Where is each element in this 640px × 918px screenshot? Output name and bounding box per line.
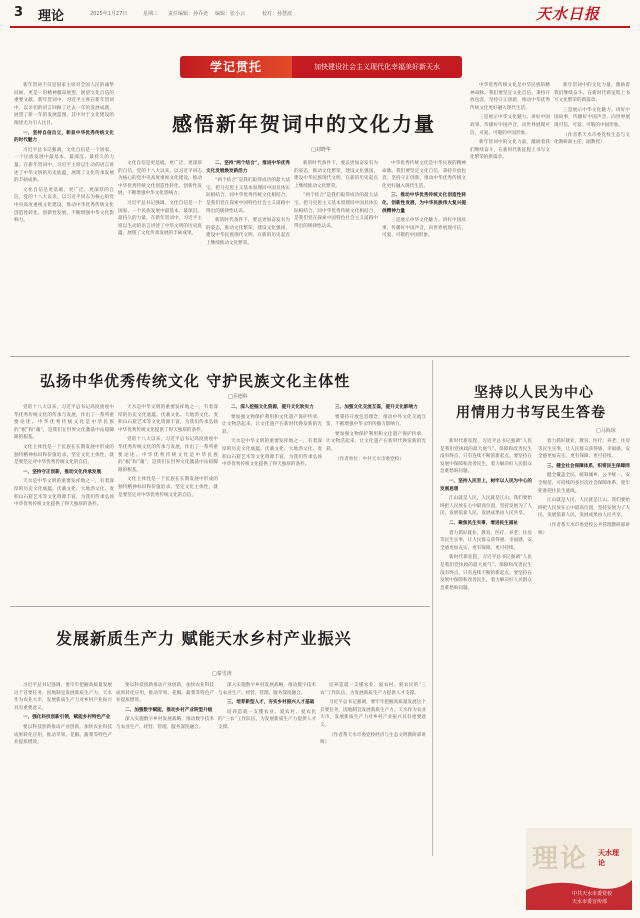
article1-paragraph: 中华优秀传统文化是中华民族的精神命脉。我们要坚定文化自信，秉持开放包容，坚持守正创新，推动中华优秀传统文化更好融入现代生活。	[382, 161, 466, 189]
section-name: 理论	[38, 9, 65, 24]
top-rule	[10, 26, 630, 28]
proof-reader: 校对：孙慧波	[262, 11, 293, 17]
article4-subhead-2: 二、加强数字赋能，推动乡村产业转型升级	[125, 707, 213, 713]
article1-paragraph: 三是展示中华文化魅力。讲好中国故事，传播好中国声音，向世界展现可信、可爱、可敬的中国形象。	[470, 115, 550, 136]
editors-note-label: 天水理论	[598, 848, 619, 867]
article4-headline: 发展新质生产力 赋能天水乡村产业振兴	[56, 629, 352, 648]
section-divider	[10, 356, 630, 357]
article1-paragraph: 习近平总书记强调，文化自信是一个国家、一个民族发展中最基本、最深沉、最持久的力量。在新年贺词中，习近平主席以生动的语言讲述了中华文明的历史底蕴，展现了文化传承发展的丰硕成果。	[118, 200, 202, 237]
editors-note-line2: 天水市委宣传部	[572, 899, 608, 905]
article4-paragraph: 要以科技创新推动产业创新，加快农业科技成果转化应用，推动苹果、花椒、蔬菜等特色产业提质增效。	[116, 683, 214, 704]
article1-column-4	[294, 160, 378, 352]
article2-column-3	[222, 404, 322, 600]
article1-paragraph: 文化自信是更基础、更广泛、更深厚的自信。党的十八大以来，以习近平同志为核心的党中央高度重视文化建设，推动中华优秀传统文化创造性转化、创新性发展，不断增强中华文化影响力。	[118, 161, 202, 197]
article2-paragraph: 天水是中华文明的重要发祥地之一，有着深厚的历史文化底蕴。伏羲文化、大地湾文化、麦积山石窟艺术等文化资源丰富，为我们传承弘扬中华优秀传统文化提供了得天独厚的条件。	[14, 479, 114, 508]
article1-subhead-2: 二、坚持“两个结合”，推进中华优秀文化发展焕发新活力	[206, 161, 290, 174]
article3-paragraph: 江山就是人民，人民就是江山。我们要始终把人民放在心中最高位置，坚持发展为了人民、发展依靠人民、发展成果由人民共享。	[538, 498, 630, 519]
article1-paragraph: 新年贺词中的文化力量，激励着我们继续奋斗，在新时代新征程上书写文化繁荣的新篇章。	[470, 140, 550, 161]
article2-paragraph: 党的十八大以来，习近平总书记高度重视中华优秀传统文化的传承与发展，作出了一系列重要论述。中华优秀传统文化是中华民族的“根”和“魂”，是我们在世界文化激荡中站稳脚跟的根基。	[14, 405, 114, 441]
article3-paragraph: 健全覆盖全民、统筹城乡、公平统一、安全规范、可持续的多层次社会保障体系，兜牢兜准兜住民生底线。	[538, 473, 630, 494]
article1-lead: 新年贺词不仅是国家主席对全国人民的诚挚问候，更是一份精神激昂展望，展望文化自信的重要文献。新年贺词中，习近平主席在新年贺词中，以亲切的语言回顾了过去一年的发展成就，展望了新一年的发展蓝图，其中对于文化建设的阐述尤为引人注目。	[14, 83, 114, 126]
banner-title: 学记贯托	[180, 56, 292, 78]
article4-paragraph: 要以科技创新推动产业创新，加快农业科技成果转化应用，推动苹果、花椒、蔬菜等特色产业提质增效。	[14, 724, 112, 746]
article1-paragraph: “两个结合”是我们取得成功的最大法宝。把马克思主义基本原理同中国具体实际相结合、同中华优秀传统文化相结合，是我们党在探索中国特色社会主义道路中得出的规律性认识。	[206, 178, 290, 214]
page-number: 3	[14, 5, 24, 20]
article1-column-6	[470, 82, 550, 352]
newspaper-logo: 天水日报	[536, 5, 601, 23]
article1-paragraph: 三是展示中华文化魅力。讲好中国故事，传播好中国声音，向世界展现可信、可爱、可敬的中国形象。	[554, 107, 630, 128]
article1-column-7	[554, 82, 630, 352]
weekday: 星期三	[143, 11, 159, 17]
article4-column-1	[14, 682, 112, 910]
article4-column-2	[116, 682, 214, 910]
article2-subhead-1: 一、坚持守正创新，推动文化传承发展	[23, 469, 102, 475]
article3-subhead-1: 一、坚持人民至上，树牢以人民为中心的发展思想	[440, 478, 532, 492]
article1-paragraph: 习近平总书记强调，文化自信是一个国家、一个民族发展中最基本、最深沉、最持久的力量。在新年贺词中，习近平主席以生动的语言讲述了中华文明的历史底蕴，展现了文化传承发展的丰硕成果。	[14, 147, 114, 184]
article3-paragraph: 着力抓好就业、教育、医疗、养老、住房等民生实事，让人民群众获得感、幸福感、安全感更加充实、更有保障、更可持续。	[538, 439, 630, 460]
editor: 责任编辑：孙乔尧	[168, 11, 209, 17]
article4-paragraph: 习近平总书记强调，要牢牢把握高质量发展这个首要任务，因地制宜发展新质生产力。天水作为农业大市，发展新质生产力对乡村产业振兴具有重要意义。	[320, 700, 426, 728]
article1-subhead-1: 一、坚持自信自立，彰显中华优秀传统文化的时代魅力	[14, 130, 114, 144]
article2-column-4	[326, 404, 426, 600]
article1-paragraph: 文化自信是更基础、更广泛、更深厚的自信。党的十八大以来，以习近平同志为核心的党中央高度重视文化建设，推动中华优秀传统文化创造性转化、创新性发展，不断增强中华文化影响力。	[14, 187, 114, 224]
article3-headline-line2: 用情用力书写民生答卷	[456, 405, 606, 421]
article3-subhead-3: 三、健全社会保障体系，织密民生保障网	[547, 463, 630, 469]
article2-paragraph: 文化主体性是一个民族在长期发展中形成的独特精神标识和价值追求。坚定文化主体性，就是要坚定对中华优秀传统文化的自信。	[14, 444, 114, 466]
article2-column-2	[118, 404, 218, 600]
article2-paragraph: 要加强文物保护利用和文化遗产保护传承，让文物活起来，让文化遗产在新时代焕发新的光彩。	[326, 431, 426, 452]
editors-note-box	[526, 828, 632, 910]
article3-paragraph: 江山就是人民，人民就是江山。我们要始终把人民放在心中最高位置，坚持发展为了人民、发展依靠人民、发展成果由人民共享。	[440, 496, 532, 517]
article3-column-2	[538, 438, 630, 808]
article2-paragraph: 要秉持开放包容理念，推动中外文化交流互鉴，不断增强中华文明传播力影响力。	[326, 414, 426, 428]
article4-paragraph: 培养造就一支懂农业、爱农村、爱农民的“三农”工作队伍，为发展新质生产力提供人才支撑。	[218, 709, 316, 730]
article3-byline: □马海琼	[596, 428, 616, 434]
editors-note-big-char: 理论	[532, 844, 589, 874]
layout-editor: 编辑：张小云	[215, 11, 246, 17]
editors-note-line1: 中共天水市委党校	[572, 891, 613, 897]
masthead	[0, 0, 640, 26]
article1-paragraph: 新的时代条件下，要以更加奋发有为的姿态，推动文化繁荣，建设文化强国，建设中华民族现代文明，在新的历史起点上继续推动文化繁荣。	[294, 161, 378, 189]
article4-author-note: （作者系天水市委党校经济与生态文明教研部讲师）	[320, 732, 426, 746]
article4-paragraph: 习近平总书记强调，要牢牢把握高质量发展这个首要任务，因地制宜发展新质生产力。天水作为农业大市，发展新质生产力对乡村产业振兴具有重要意义。	[14, 683, 112, 711]
article1-column-5	[382, 160, 466, 352]
article3-paragraph: 新时代新征程，习近平总书记强调“人民是我们党执政的最大底气”。保障和改善民生没有终点，只有连续不断的新起点。要坚持在发展中保障和改善民生，着力解决好人民群众急难愁盼问题。	[440, 555, 532, 591]
article1-paragraph: 新的时代条件下，要以更加奋发有为的姿态，推动文化繁荣，建设文化强国，建设中华民族现代文明，在新的历史起点上继续推动文化繁荣。	[206, 218, 290, 246]
article2-byline: □乔德科	[228, 394, 248, 400]
article1-paragraph: “两个结合”是我们取得成功的最大法宝。把马克思主义基本原理同中国具体实际相结合、同中华优秀传统文化相结合，是我们党在探索中国特色社会主义道路中得出的规律性认识。	[294, 193, 378, 229]
banner-subtitle: 加快建设社会主义现代化幸福美好新天水	[292, 56, 462, 78]
article1-byline: □刘晓华	[311, 147, 331, 153]
article2-subhead-2: 二、深入挖掘文化资源，提升文化软实力	[231, 405, 314, 410]
article1-paragraph: 中华优秀传统文化是中华民族的精神命脉。我们要坚定文化自信，秉持开放包容，坚持守正创新，推动中华优秀传统文化更好融入现代生活。	[470, 83, 550, 111]
section-divider	[10, 606, 430, 607]
article2-paragraph: 天水是中华文明的重要发祥地之一，有着深厚的历史文化底蕴。伏羲文化、大地湾文化、麦积山石窟艺术等文化资源丰富，为我们传承弘扬中华优秀传统文化提供了得天独厚的条件。	[118, 405, 218, 433]
article2-paragraph: 党的十八大以来，习近平总书记高度重视中华优秀传统文化的传承与发展，作出了一系列重要论述。中华优秀传统文化是中华民族的“根”和“魂”，是我们在世界文化激荡中站稳脚跟的根基。	[118, 437, 218, 473]
article2-paragraph: 文化主体性是一个民族在长期发展中形成的独特精神标识和价值追求。坚定文化主体性，就是要坚定对中华优秀传统文化的自信。	[118, 477, 218, 498]
article4-paragraph: 深入实施数字乡村发展战略，推动数字技术与农业生产、经营、管理、服务深度融合。	[218, 683, 316, 696]
article2-headline: 弘扬中华优秀传统文化 守护民族文化主体性	[40, 372, 351, 390]
article1-paragraph: 新年贺词中的文化力量，激励着我们继续奋斗，在新时代新征程上书写文化繁荣的新篇章。	[554, 83, 630, 104]
article1-column-3	[206, 160, 290, 352]
article1-headline: 感悟新年贺词中的文化力量	[172, 112, 436, 136]
article1-author-note: （作者系天水市委党校生态与文化教研部主任、副教授）	[554, 132, 630, 146]
article1-paragraph: 三是展示中华文化魅力。讲好中国故事，传播好中国声音，向世界展现可信、可爱、可敬的中国形象。	[382, 218, 466, 239]
article4-subhead-3: 三、培育新型人才，夯实乡村振兴人才基础	[227, 700, 315, 706]
article2-paragraph: 要加强文物保护利用和文化遗产保护传承，让文物活起来，让文化遗产在新时代焕发新的光彩。	[222, 414, 322, 435]
article3-paragraph: 着力抓好就业、教育、医疗、养老、住房等民生实事，让人民群众获得感、幸福感、安全感更加充实、更有保障、更可持续。	[440, 530, 532, 551]
column-divider	[432, 360, 433, 856]
article2-subhead-3: 三、加强文化交流互鉴，提升文化影响力	[335, 405, 418, 410]
article2-paragraph: 天水是中华文明的重要发祥地之一，有着深厚的历史文化底蕴。伏羲文化、大地湾文化、麦积山石窟艺术等文化资源丰富，为我们传承弘扬中华优秀传统文化提供了得天独厚的条件。	[222, 439, 322, 468]
banner	[180, 56, 462, 78]
article3-column-1	[440, 438, 532, 818]
date-line: 2025年1月27日	[90, 11, 128, 17]
article2-author-note: （作者单位：中共天水市委党校）	[335, 456, 404, 462]
article3-paragraph: 新时代新征程，习近平总书记强调“人民是我们党执政的最大底气”。保障和改善民生没有终点，只有连续不断的新起点。要坚持在发展中保障和改善民生，着力解决好人民群众急难愁盼问题。	[440, 439, 532, 475]
article3-subhead-2: 二、聚焦民生实事，增进民生福祉	[449, 520, 518, 526]
article3-author-note: （作者系天水市委党校公共管理教研部讲师）	[538, 522, 630, 536]
article4-paragraph: 培养造就一支懂农业、爱农村、爱农民的“三农”工作队伍，为发展新质生产力提供人才支撑。	[320, 683, 426, 696]
article3-headline-line1: 坚持以人民为中心	[474, 385, 594, 401]
article1-column-2	[118, 160, 202, 352]
article2-column-1	[14, 404, 114, 600]
article4-column-3	[218, 682, 316, 910]
article4-byline: □秦雪涛	[212, 671, 232, 677]
article4-column-4	[320, 682, 426, 910]
article4-paragraph: 深入实施数字乡村发展战略，推动数字技术与农业生产、经营、管理、服务深度融合。	[116, 717, 214, 730]
article1-lead-column	[14, 82, 114, 352]
article4-subhead-1: 一、强化科技创新引领，赋能乡村特色产业	[23, 715, 111, 721]
article1-subhead-3: 三、推动中华优秀传统文化创造性转化、创新性发展，为中华民族伟大复兴提供精神力量	[382, 193, 466, 214]
